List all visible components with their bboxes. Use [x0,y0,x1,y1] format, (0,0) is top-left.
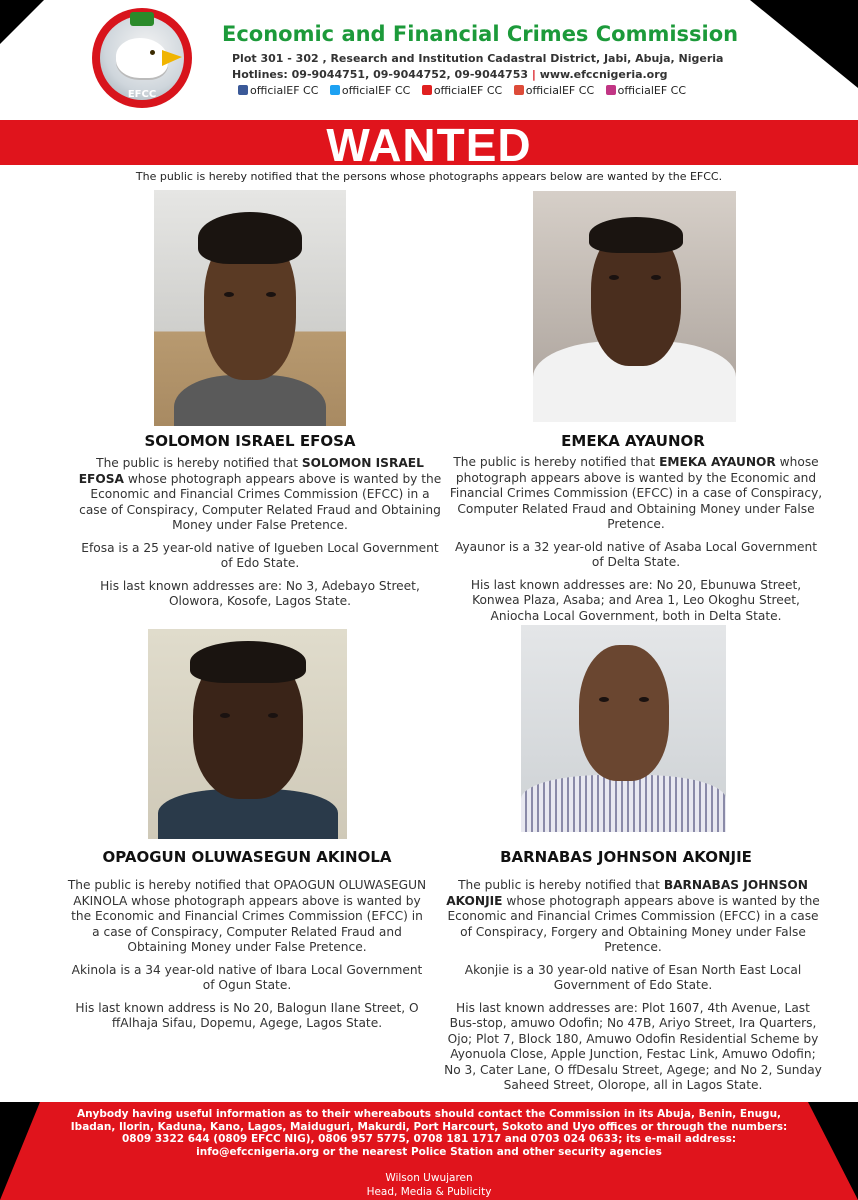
person-4-address: His last known addresses are: Plot 1607, 4th Avenue, Last Bus-stop, amuwo Odofin; No 47B, Ariyo Street, Ira Quarters, Ojo; Plot 7, Block 180, Amuwo Odofin Residential Scheme by Ayonuola Close, Apple Junction, Festac Link, Amuwo Odofin; No 3, Cater Lane, O ffDesalu Street, Agege; and No 2, Sunday Saheed Street, Olorope, all in Lagos State. [444,1000,822,1092]
eagle-icon [116,38,168,78]
instagram-icon [606,85,616,95]
social-youtube[interactable]: officialEF CC [422,84,502,97]
signatory-name: Wilson Uwujaren [385,1172,473,1184]
efcc-logo [92,8,192,108]
social-googleplus[interactable]: officialEF CC [514,84,594,97]
googleplus-icon [514,85,524,95]
social-facebook[interactable]: officialEF CC [238,84,318,97]
person-1-origin: Efosa is a 25 year-old native of Igueben Local Government of Edo State. [81,540,439,570]
org-hotlines: Hotlines: 09-9044751, 09-9044752, 09-9044753 | www.efccnigeria.org [232,68,668,81]
person-1-address: His last known addresses are: No 3, Adebayo Street, Olowora, Kosofe, Lagos State. [100,578,420,608]
person-3-name: OPAOGUN OLUWASEGUN AKINOLA [102,848,392,866]
person-4-name: BARNABAS JOHNSON AKONJIE [500,848,752,866]
person-3-address: His last known address is No 20, Balogun Ilane Street, O ffAlhaja Sifau, Dopemu, Agege, Lagos State. [75,1000,419,1030]
footer-message: Anybody having useful information as to their whereabouts should contact the Commission in its Abuja, Benin, Enugu, Ibadan, Ilorin, Kaduna, Kano, Lagos, Maiduguri, Makurdi, Port Harcourt, Sokoto and Uyo offices or through the numbers: 0809 3322 644 (0809 EFCC NIG), 0806 957 5775, 0708 181 1717 and 0703 024 0633; its e-mail address: info@efccnigeria.org or the nearest Police Station and other security agencies [70,1108,788,1158]
coat-of-arms-icon [130,12,154,26]
person-2-description: The public is hereby notified that EMEKA AYAUNOR whose photograph appears above is wanted by the Economic and Financial Crimes Commission (EFCC) in a case of Conspiracy, Computer Related Fraud and Obtaining Money under False Pretence. Ayaunor is a 32 year-old native of Asaba Local Government of Delta State. His last known addresses are: No 20, Ebunuwa Street, Konwea Plaza, Asaba; and Area 1, Leo Okoghu Street, Aniocha Local Government, both in Delta State. [449,455,823,623]
org-address: Plot 301 - 302 , Research and Institution Cadastral District, Jabi, Abuja, Nigeria [232,52,724,65]
footer-corner-left [0,1102,40,1200]
hotlines-text: Hotlines: 09-9044751, 09-9044752, 09-9044753 [232,68,528,81]
person-2-origin: Ayaunor is a 32 year-old native of Asaba Local Government of Delta State. [454,539,818,569]
person-1-name: SOLOMON ISRAEL EFOSA [144,432,356,450]
website-link[interactable]: www.efccnigeria.org [539,68,668,81]
youtube-icon [422,85,432,95]
logo-text: EFCC [127,89,157,100]
signatory-title: Head, Media & Publicity [366,1186,492,1198]
social-handles [238,84,798,97]
social-twitter[interactable]: officialEF CC [330,84,410,97]
corner-decoration-left [0,0,44,44]
wanted-title: WANTED [326,119,532,171]
person-1-description: The public is hereby notified that SOLOMON ISRAEL EFOSA whose photograph appears above is wanted by the Economic and Financial Crimes Commission (EFCC) in a case of Conspiracy, Computer Related Fraud and Obtaining Money under False Pretence. Efosa is a 25 year-old native of Igueben Local Government of Edo State. His last known addresses are: No 3, Adebayo Street, Olowora, Kosofe, Lagos State. [78,456,442,608]
photo-person-1 [154,190,346,426]
photo-person-2 [533,191,736,422]
person-3-origin: Akinola is a 34 year-old native of Ibara Local Government of Ogun State. [71,962,423,992]
photo-person-4 [521,625,726,832]
photo-person-3 [148,629,347,839]
twitter-icon [330,85,340,95]
person-2-name: EMEKA AYAUNOR [561,432,705,450]
person-4-origin: Akonjie is a 30 year-old native of Esan North East Local Government of Edo State. [464,962,802,992]
person-3-description: The public is hereby notified that OPAOGUN OLUWASEGUN AKINOLA whose photograph appears above is wanted by the Economic and Financial Crimes Commission (EFCC) in a case of Conspiracy, Computer Related Fraud and Obtaining Money under False Pretence. Akinola is a 34 year-old native of Ibara Local Government of Ogun State. His last known address is No 20, Balogun Ilane Street, O ffAlhaja Sifau, Dopemu, Agege, Lagos State. [67,878,427,1030]
footer-corner-right [808,1102,858,1200]
person-4-description: The public is hereby notified that BARNABAS JOHNSON AKONJIE whose photograph appears above is wanted by the Economic and Financial Crimes Commission (EFCC) in a case of Conspiracy, Forgery and Obtaining Money under False Pretence. Akonjie is a 30 year-old native of Esan North East Local Government of Edo State. His last known addresses are: Plot 1607, 4th Avenue, Last Bus-stop, amuwo Odofin; No 47B, Ariyo Street, Ira Quarters, Ojo; Plot 7, Block 180, Amuwo Odofin Residential Scheme by Ayonuola Close, Apple Junction, Festac Link, Amuwo Odofin; No 3, Cater Lane, O ffDesalu Street, Agege; and No 2, Sunday Saheed Street, Olorope, all in Lagos State. [444,878,822,1092]
footer-contact [0,1102,858,1200]
wanted-banner [0,119,858,171]
wanted-intro: The public is hereby notified that the persons whose photographs appears below are wanted by the EFCC. [135,170,723,183]
org-title: Economic and Financial Crimes Commission [222,22,739,46]
person-2-address: His last known addresses are: No 20, Ebunuwa Street, Konwea Plaza, Asaba; and Area 1, Leo Okoghu Street, Aniocha Local Government, both in Delta State. [470,577,802,623]
social-instagram[interactable]: officialEF CC [606,84,686,97]
facebook-icon [238,85,248,95]
